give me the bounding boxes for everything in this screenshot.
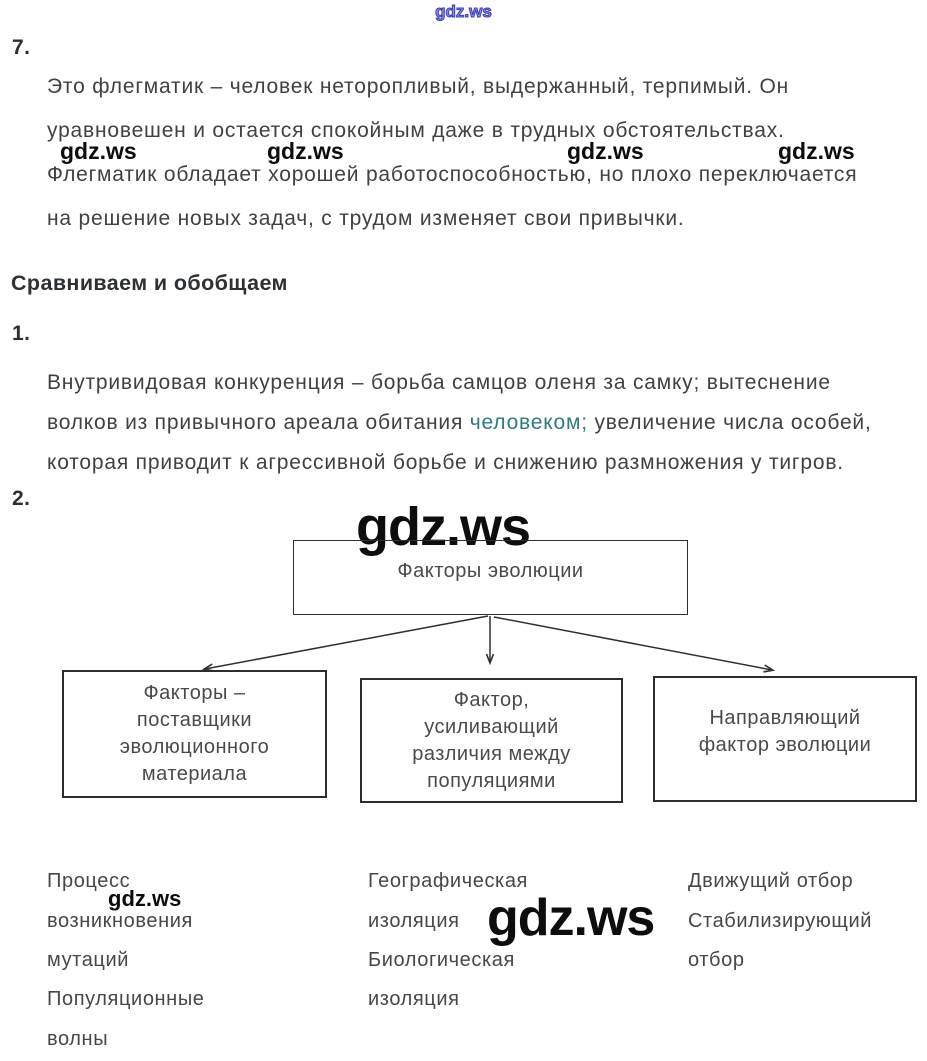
answer-1-line-2 bbox=[47, 411, 872, 435]
list-isolation-line-4: изоляция bbox=[368, 988, 460, 1010]
answer-1-line-1: Внутривидовая конкуренция – борьба самцов оленя за самку; вытеснение bbox=[47, 371, 831, 394]
watermark-row-2: gdz.ws bbox=[267, 138, 344, 164]
factor-box-differences-line-2: усиливающий bbox=[424, 715, 559, 738]
answer-7-line-1: Это флегматик – человек неторопливый, выдержанный, терпимый. Он bbox=[47, 75, 790, 98]
watermark-row-3: gdz.ws bbox=[567, 138, 644, 164]
list-isolation-line-2: изоляция bbox=[368, 910, 460, 932]
list-mutations-line-4: Популяционные bbox=[47, 988, 205, 1010]
list-selection-line-3: отбор bbox=[688, 949, 745, 971]
list-mutations-line-2: возникновения bbox=[47, 910, 193, 932]
answer-1-line-2-before: волков из привычного ареала обитания bbox=[47, 411, 470, 434]
arrow-to-right-box bbox=[494, 617, 772, 670]
answer-1-line-3: которая приводит к агрессивной борьбе и снижению размножения у тигров. bbox=[47, 451, 844, 474]
factor-box-suppliers-line-2: поставщики bbox=[136, 709, 253, 731]
watermark-top: gdz.ws bbox=[435, 2, 492, 21]
answer-2-number: 2. bbox=[12, 487, 31, 510]
answer-7-number: 7. bbox=[12, 36, 31, 59]
answer-1-line-2-after: увеличение числа особей, bbox=[587, 411, 872, 434]
answer-7-line-2: уравновешен и остается спокойным даже в трудных обстоятельствах. bbox=[47, 119, 785, 142]
diagram-root-box-label: Факторы эволюции bbox=[397, 560, 584, 582]
arrow-to-left-box bbox=[205, 616, 488, 669]
highlighted-word: человеком; bbox=[469, 411, 588, 434]
factor-box-suppliers-line-4: материала bbox=[141, 763, 248, 785]
list-isolation-line-1: Географическая bbox=[368, 870, 528, 892]
factor-box-suppliers-line-1: Факторы – bbox=[143, 682, 246, 704]
list-selection-line-2: Стабилизирующий bbox=[688, 910, 873, 932]
watermark-row-4: gdz.ws bbox=[778, 138, 855, 164]
list-mutations-line-1: Процесс bbox=[47, 870, 131, 892]
answer-1-number: 1. bbox=[12, 322, 31, 345]
list-mutations-line-5: волны bbox=[47, 1028, 109, 1050]
factor-box-directing-line-2: фактор эволюции bbox=[698, 734, 872, 756]
watermark-large-middle: gdz.ws bbox=[356, 497, 531, 557]
factor-box-differences-line-1: Фактор, bbox=[453, 688, 530, 711]
watermark-row-1: gdz.ws bbox=[60, 138, 137, 164]
factor-box-directing bbox=[653, 676, 917, 802]
watermark-large-bottom: gdz.ws bbox=[487, 889, 655, 947]
factor-box-directing-line-1: Направляющий bbox=[709, 707, 861, 729]
factor-box-differences-line-4: популяциями bbox=[427, 769, 556, 792]
list-selection-line-1: Движущий отбор bbox=[688, 870, 854, 892]
factor-box-differences bbox=[360, 678, 623, 803]
factor-box-suppliers-line-3: эволюционного bbox=[119, 736, 270, 758]
list-mutations-line-3: мутаций bbox=[47, 949, 130, 971]
watermark-small-bottom: gdz.ws bbox=[108, 886, 182, 911]
list-isolation-line-3: Биологическая bbox=[368, 949, 515, 971]
factor-box-suppliers bbox=[62, 670, 327, 798]
factor-box-differences-line-3: различия между bbox=[412, 742, 571, 765]
answer-7-line-3: Флегматик обладает хорошей работоспособностью, но плохо переключается bbox=[47, 163, 858, 186]
answer-7-line-4: на решение новых задач, с трудом изменяет свои привычки. bbox=[47, 207, 685, 230]
section-heading: Сравниваем и обобщаем bbox=[11, 271, 288, 295]
